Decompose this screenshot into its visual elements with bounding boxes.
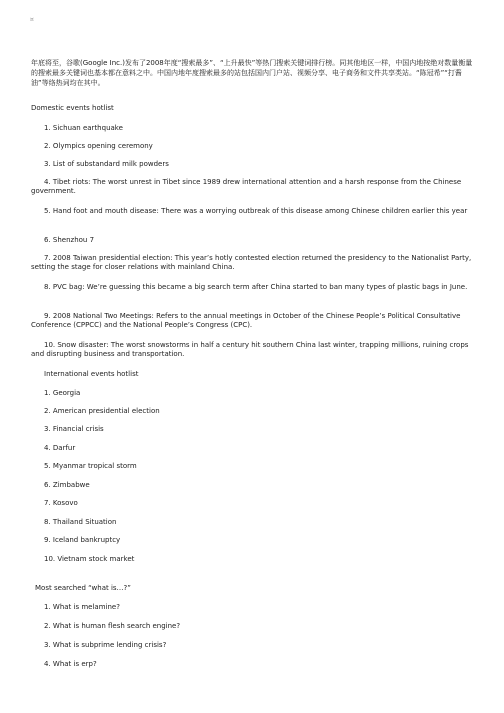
international-item: 2. American presidential election (44, 407, 160, 415)
whatis-heading: Most searched “what is…?” (35, 584, 131, 592)
international-item: 1. Georgia (44, 389, 81, 397)
intro-paragraph: 年底将至，谷歌(Google Inc.)发布了2008年度“搜索最多”、“上升最快”等热门搜索关键词排行榜。同其他地区一样，中国内地按绝对数量衡量的搜索最多关键词也基本都在意料之中。中国内地年度搜索最多的站包括国内门户站、视频分享、电子商务和文件共享类站。“陈冠希”“打酱油”等络热词均在其中。 (31, 59, 473, 88)
domestic-item: 5. Hand foot and mouth disease: There was a worrying outbreak of this disease among Chinese children earlier this year (44, 207, 468, 215)
domestic-heading: Domestic events hotlist (31, 104, 114, 112)
international-item: 9. Iceland bankruptcy (44, 536, 121, 544)
domestic-item: 4. Tibet riots: The worst unrest in Tibet since 1989 drew international attention and a harsh response from the Chinese government. (31, 178, 462, 196)
international-item: 10. Vietnam stock market (44, 555, 135, 563)
whatis-item: 2. What is human flesh search engine? (44, 622, 181, 630)
page-marker: ¤ (30, 16, 34, 23)
whatis-item: 1. What is melamine? (44, 603, 120, 611)
domestic-item: 2. Olympics opening ceremony (44, 142, 153, 150)
international-item: 7. Kosovo (44, 499, 78, 507)
whatis-item: 3. What is subprime lending crisis? (44, 641, 167, 649)
whatis-item: 4. What is erp? (44, 660, 97, 668)
international-item: 6. Zimbabwe (44, 481, 90, 489)
domestic-item: 6. Shenzhou 7 (44, 236, 95, 244)
domestic-item: 1. Sichuan earthquake (44, 124, 123, 132)
international-heading: International events hotlist (44, 370, 139, 378)
international-item: 3. Financial crisis (44, 425, 104, 433)
domestic-item: 9. 2008 National Two Meetings: Refers to the annual meetings in October of the Chinese People’s Political Consultative Conference (CPPCC) and the National People’s Congress (CPC). (31, 312, 461, 330)
domestic-item: 10. Snow disaster: The worst snowstorms in half a century hit southern China last winter, trapping millions, ruining crops and disrupting business and transportation. (31, 341, 469, 359)
domestic-item: 3. List of substandard milk powders (44, 160, 169, 168)
domestic-item: 7. 2008 Taiwan presidential election: This year’s hotly contested election returned the presidency to the Nationalist Party, setting the stage for closer relations with mainland China. (31, 254, 472, 272)
international-item: 5. Myanmar tropical storm (44, 462, 137, 470)
domestic-item: 8. PVC bag: We’re guessing this became a big search term after China started to ban many types of plastic bags in June. (44, 283, 468, 291)
international-item: 4. Darfur (44, 444, 76, 452)
international-item: 8. Thailand Situation (44, 518, 117, 526)
